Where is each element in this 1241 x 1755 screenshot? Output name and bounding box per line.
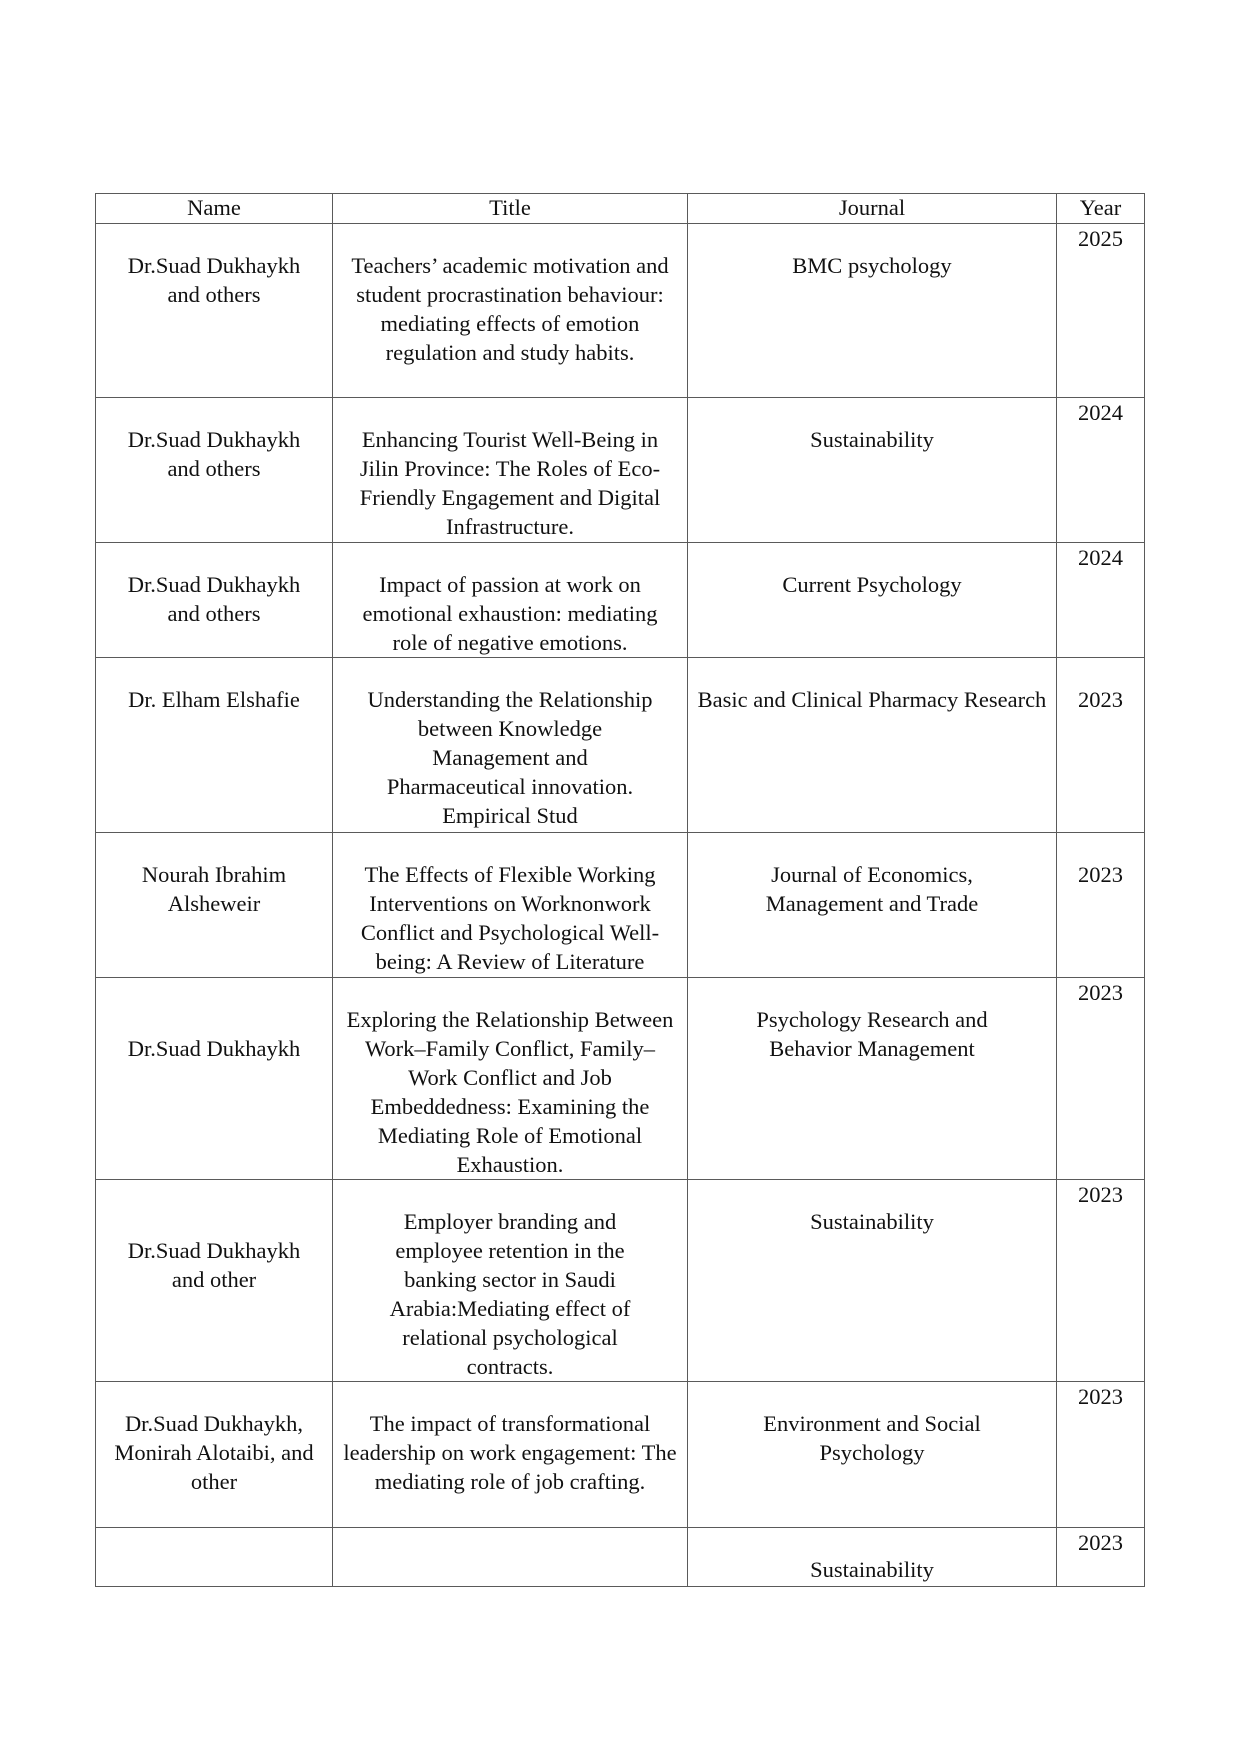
publication-title: The Effects of Flexible Working Interventions on Worknonwork Conflict and Psychological Well-being: A Review of Literature [360, 862, 660, 974]
cell-title [333, 543, 688, 658]
cell-journal [688, 224, 1057, 398]
publication-year: 2025 [1078, 226, 1123, 251]
column-header-title: Title [333, 194, 688, 224]
journal-name: Journal of Economics, Management and Trade [765, 862, 979, 916]
cell-year [1057, 1528, 1145, 1587]
table-row [96, 833, 1145, 978]
column-header-journal: Journal [688, 194, 1057, 224]
cell-year [1057, 398, 1145, 543]
cell-year [1057, 1180, 1145, 1382]
cell-journal [688, 833, 1057, 978]
cell-name [96, 978, 333, 1180]
journal-name: Current Psychology [782, 572, 962, 597]
cell-year [1057, 1382, 1145, 1528]
cell-journal [688, 658, 1057, 833]
cell-title [333, 1528, 688, 1587]
author-name: Nourah Ibrahim Alsheweir [141, 862, 287, 916]
journal-name: Basic and Clinical Pharmacy Research [697, 687, 1047, 712]
cell-title [333, 658, 688, 833]
publication-year: 2023 [1078, 1182, 1123, 1207]
cell-name [96, 543, 333, 658]
table-row [96, 398, 1145, 543]
author-name: Dr.Suad Dukhaykh and others [127, 253, 301, 307]
cell-name [96, 224, 333, 398]
publication-year: 2023 [1078, 687, 1123, 712]
publication-year: 2023 [1078, 1384, 1123, 1409]
column-header-year: Year [1057, 194, 1145, 224]
cell-name [96, 1180, 333, 1382]
cell-year [1057, 978, 1145, 1180]
publication-title: Employer branding and employee retention in the banking sector in Saudi Arabia:Mediating effect of relational psychological contracts. [389, 1209, 631, 1379]
author-name: Dr.Suad Dukhaykh and other [127, 1238, 301, 1292]
cell-year [1057, 658, 1145, 833]
author-name: Dr.Suad Dukhaykh [127, 1036, 301, 1061]
cell-title [333, 978, 688, 1180]
journal-name: Sustainability [810, 1209, 934, 1234]
cell-title [333, 1382, 688, 1528]
table-header-row [96, 194, 1145, 224]
cell-journal [688, 1528, 1057, 1587]
author-name: Dr.Suad Dukhaykh and others [127, 427, 301, 481]
cell-title [333, 1180, 688, 1382]
table-row [96, 978, 1145, 1180]
journal-name: Environment and Social Psychology [763, 1411, 981, 1465]
cell-name [96, 658, 333, 833]
publication-year: 2024 [1078, 400, 1123, 425]
publication-title: Exploring the Relationship Between Work–Family Conflict, Family–Work Conflict and Job Embeddedness: Examining the Mediating Role of Emotional Exhaustion. [346, 1007, 674, 1177]
table-row [96, 224, 1145, 398]
cell-title [333, 833, 688, 978]
cell-name [96, 398, 333, 543]
cell-name [96, 1382, 333, 1528]
table-row [96, 658, 1145, 833]
table-row [96, 1180, 1145, 1382]
publication-year: 2023 [1078, 862, 1123, 887]
cell-journal [688, 398, 1057, 543]
cell-year [1057, 224, 1145, 398]
publication-year: 2023 [1078, 980, 1123, 1005]
publication-title: The impact of transformational leadership on work engagement: The mediating role of job crafting. [343, 1411, 677, 1494]
publication-year: 2023 [1078, 1530, 1123, 1555]
cell-journal [688, 1382, 1057, 1528]
author-name: Dr.Suad Dukhaykh and others [127, 572, 301, 626]
journal-name: Psychology Research and Behavior Management [756, 1007, 988, 1061]
publication-title: Understanding the Relationship between Knowledge Management and Pharmaceutical innovation. Empirical Stud [367, 687, 653, 828]
cell-year [1057, 833, 1145, 978]
author-name: Dr. Elham Elshafie [128, 687, 300, 712]
cell-year [1057, 543, 1145, 658]
publication-year: 2024 [1078, 545, 1123, 570]
cell-title [333, 224, 688, 398]
cell-title [333, 398, 688, 543]
cell-journal [688, 543, 1057, 658]
table-row [96, 1382, 1145, 1528]
cell-journal [688, 1180, 1057, 1382]
publication-title: Enhancing Tourist Well-Being in Jilin Province: The Roles of Eco-Friendly Engagement and Digital Infrastructure. [359, 427, 661, 539]
publications-table [95, 193, 1145, 1587]
cell-name [96, 1528, 333, 1587]
journal-name: Sustainability [810, 427, 934, 452]
cell-journal [688, 978, 1057, 1180]
publication-title: Teachers’ academic motivation and student procrastination behaviour: mediating effects of emotion regulation and study habits. [351, 253, 669, 365]
journal-name: Sustainability [810, 1557, 934, 1582]
author-name: Dr.Suad Dukhaykh, Monirah Alotaibi, and other [114, 1411, 314, 1494]
column-header-name: Name [96, 194, 333, 224]
table-row [96, 543, 1145, 658]
publication-title: Impact of passion at work on emotional exhaustion: mediating role of negative emotions. [362, 572, 658, 655]
journal-name: BMC psychology [792, 253, 952, 278]
table-row [96, 1528, 1145, 1587]
cell-name [96, 833, 333, 978]
